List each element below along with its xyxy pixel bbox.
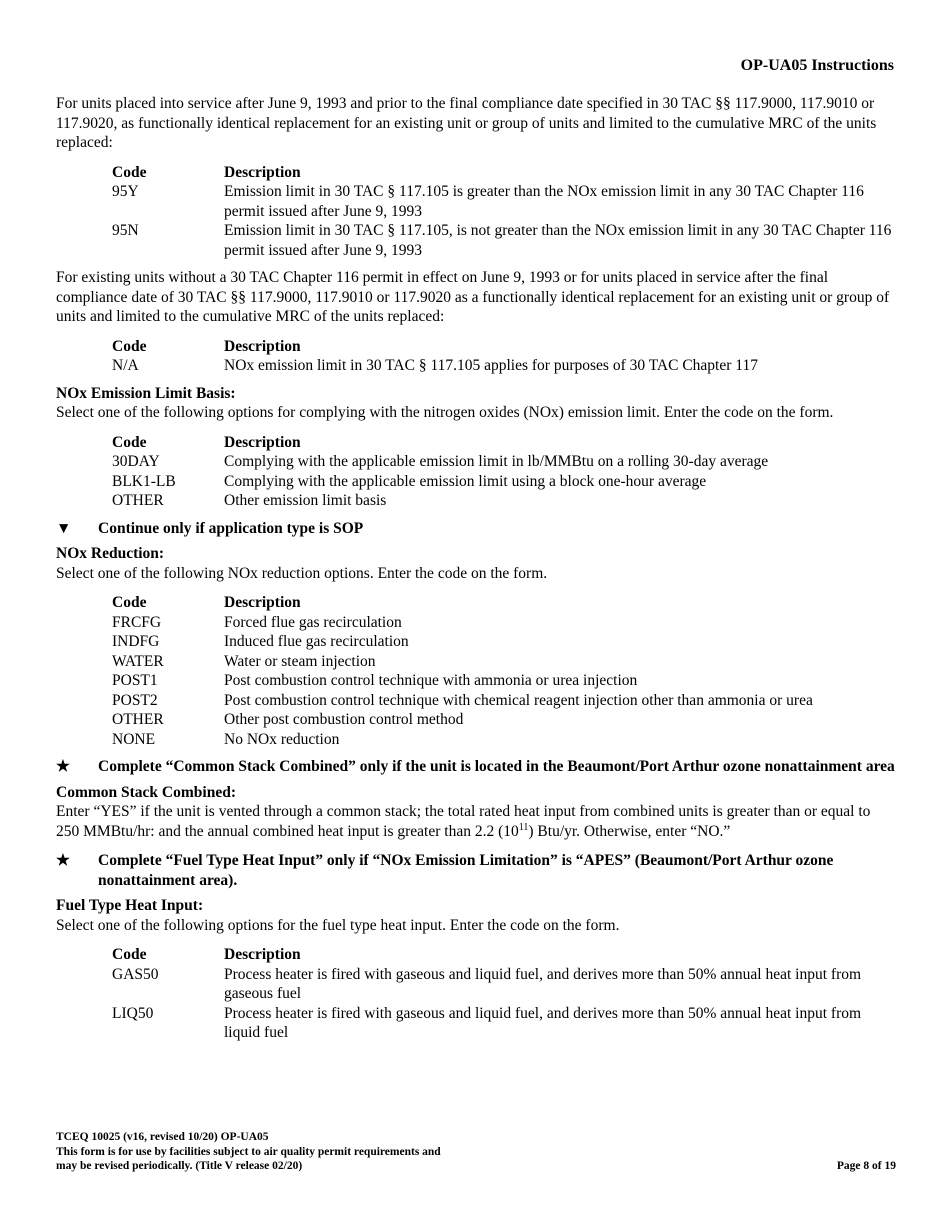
table-row [112,491,896,511]
nox-reduction-title: NOx Reduction: [56,545,165,562]
code-cell: OTHER [112,492,164,509]
description-cell: Process heater is fired with gaseous and liquid fuel, and derives more than 50% annual heat input from liquid fuel [224,1004,862,1041]
table-row [112,221,896,260]
intro-paragraph-2: For existing units without a 30 TAC Chapter 116 permit in effect on June 9, 1993 or for units placed in service after the final compliance date of 30 TAC §§ 117.9000, 117.9010 or 117.9020 as a functionally identical replacement for an existing unit or group of units and limited to the cumulative MRC of the units replaced: [56,269,890,325]
star-icon: ★ [56,758,70,775]
code-cell: 95N [112,222,139,239]
description-cell: No NOx reduction [224,730,340,748]
main-content [56,94,896,1051]
description-cell: NOx emission limit in 30 TAC § 117.105 applies for purposes of 30 TAC Chapter 117 [224,357,758,374]
fuel-text: Select one of the following options for the fuel type heat input. Enter the code on the form. [56,916,620,934]
description-cell: Post combustion control technique with ammonia or urea injection [224,672,638,689]
table-row [112,730,896,750]
page-number: Page 8 of 19 [836,1160,896,1172]
description-cell: Post combustion control technique with chemical reagent injection other than ammonia or urea [224,691,813,709]
common-stack-note-text: Complete “Common Stack Combined” only if the unit is located in the Beaumont/Port Arthur ozone nonattainment area [98,758,895,775]
code-cell: 30DAY [112,453,160,470]
table-row [112,613,896,633]
footer-revision-note: may be revised periodically. (Title V release 02/20) [56,1160,303,1172]
code-column-header: Code [112,594,147,611]
table-header [112,433,896,453]
description-column-header: Description [224,946,301,963]
description-cell: Complying with the applicable emission limit in lb/MMBtu on a rolling 30-day average [224,453,769,470]
footer-form-id: TCEQ 10025 (v16, revised 10/20) OP-UA05 [56,1131,269,1143]
intro-paragraph-1: For units placed into service after June 9, 1993 and prior to the final compliance date specified in 30 TAC §§ 117.9000, 117.9010 or 117.9020, as functionally identical replacement for an existing unit or group of units and limited to the cumulative MRC of the units replaced: [56,95,877,151]
code-cell: BLK1-LB [112,472,176,490]
code-table-replacement [112,163,896,261]
common-stack-text-before: Enter “YES” if the unit is vented through a common stack; the total rated heat input from combined units is greater than or equal to 250 MMBtu/hr: and the annual combined heat input is greater than 2.2 (10 [56,803,871,840]
code-column-header: Code [112,946,147,963]
nox-limit-text: Select one of the following options for complying with the nitrogen oxides (NOx) emission limit. Enter the code on the form. [56,404,834,421]
table-row [112,632,896,652]
table-row [112,472,896,492]
code-table-nox-reduction [112,593,896,749]
code-cell: GAS50 [112,965,159,983]
page-footer [56,1130,896,1174]
description-cell: Emission limit in 30 TAC § 117.105 is greater than the NOx emission limit in any 30 TAC Chapter 116 permit issued after June 9, 1993 [224,183,864,220]
code-table-nox-limit [112,433,896,511]
code-cell: POST2 [112,691,158,709]
description-cell: Induced flue gas recirculation [224,633,409,650]
description-column-header: Description [224,163,301,181]
table-row [112,710,896,730]
table-row [112,1004,896,1043]
code-cell: POST1 [112,672,158,689]
description-cell: Complying with the applicable emission limit using a block one-hour average [224,472,707,490]
table-row [112,965,896,1004]
common-stack-text-after: ) Btu/yr. Otherwise, enter “NO.” [528,822,731,840]
common-stack-note [56,757,896,777]
code-table-fuel [112,945,896,1043]
code-cell: LIQ50 [112,1004,154,1022]
code-column-header: Code [112,163,147,181]
down-triangle-icon: ▼ [56,519,72,537]
fuel-title: Fuel Type Heat Input: [56,897,204,914]
sop-note [56,519,896,539]
code-column-header: Code [112,337,147,355]
code-cell: WATER [112,652,164,670]
description-cell: Other emission limit basis [224,492,387,509]
code-table-existing [112,337,896,376]
table-row [112,452,896,472]
description-cell: Process heater is fired with gaseous and liquid fuel, and derives more than 50% annual heat input from gaseous fuel [224,965,862,1002]
table-row [112,691,896,711]
table-row [112,356,896,376]
description-cell: Water or steam injection [224,652,376,670]
code-cell: NONE [112,730,156,748]
nox-reduction-text: Select one of the following NOx reduction options. Enter the code on the form. [56,564,548,582]
code-cell: OTHER [112,711,164,728]
table-header [112,593,896,613]
code-cell: INDFG [112,633,160,650]
common-stack-text [56,802,896,841]
description-cell: Other post combustion control method [224,711,464,728]
table-row [112,652,896,672]
footer-usage-note: This form is for use by facilities subject to air quality permit requirements and [56,1145,441,1158]
table-row [112,671,896,691]
description-column-header: Description [224,433,301,451]
common-stack-title: Common Stack Combined: [56,783,236,801]
table-header [112,945,896,965]
nox-limit-title: NOx Emission Limit Basis: [56,384,236,402]
description-column-header: Description [224,594,301,611]
common-stack-exponent: 11 [518,821,529,833]
code-cell: FRCFG [112,613,162,631]
description-cell: Forced flue gas recirculation [224,613,402,631]
table-header [112,163,896,183]
fuel-note-text: Complete “Fuel Type Heat Input” only if “NOx Emission Limitation” is “APES” (Beaumont/Port Arthur ozone nonattainment area). [98,852,834,889]
page-header-title: OP-UA05 Instructions [740,57,894,74]
sop-note-text: Continue only if application type is SOP [98,519,364,537]
description-column-header: Description [224,337,301,355]
code-cell: 95Y [112,183,139,200]
description-cell: Emission limit in 30 TAC § 117.105, is not greater than the NOx emission limit in any 30 TAC Chapter 116 permit issued after June 9, 1993 [224,222,892,259]
table-header [112,337,896,357]
star-icon: ★ [56,852,70,869]
table-row [112,182,896,221]
code-cell: N/A [112,357,139,374]
fuel-note [56,851,896,890]
code-column-header: Code [112,433,147,451]
